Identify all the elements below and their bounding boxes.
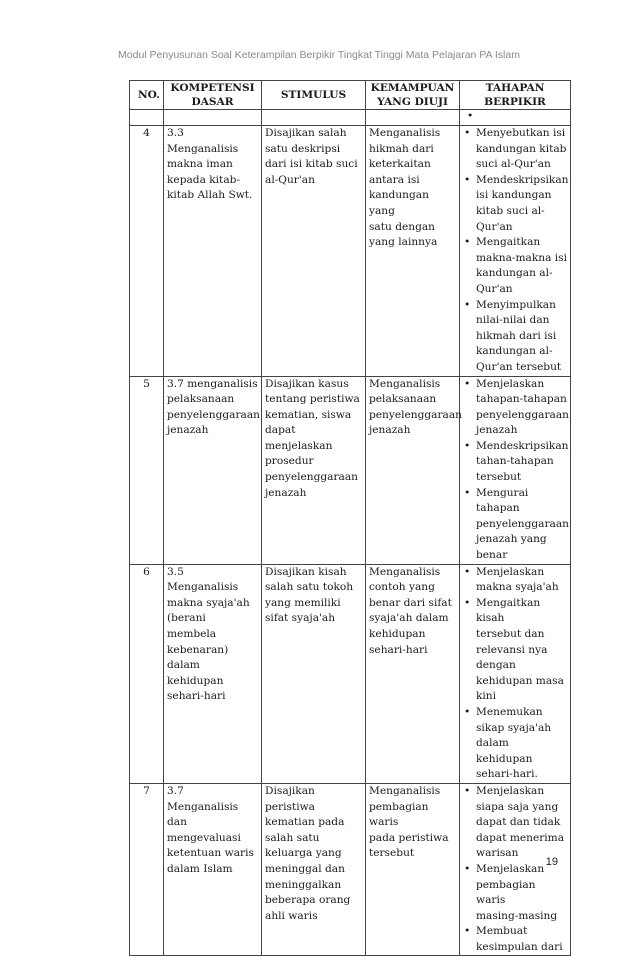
table-cell [262,110,366,126]
list-item: • Mengaitkan makna-makna isi kandungan al- Qur'an [463,235,567,297]
list-item: • Menemukan sikap syaja'ah dalam kehidupan sehari-hari. [463,705,567,783]
list-item: • Mengurai tahapan penyelenggaraan jenazah yang benar [463,486,567,564]
row-number: 6 [130,564,164,783]
header-stimulus: STIMULUS [262,81,366,110]
table-row [130,783,571,956]
list-item: • Membuat kesimpulan dari [463,924,567,955]
header-no: NO. [130,81,164,110]
stimulus-cell: Disajikan salah satu deskripsi dari isi kitab suci al-Qur'an [262,126,366,377]
kompetensi-cell: 3.5 Menganalisis makna syaja'ah (berani membela kebenaran) dalam kehidupan sehari-hari [164,564,262,783]
tahapan-cell [460,564,571,783]
header-kompetensi: KOMPETENSI DASAR [164,81,262,110]
table-row [130,126,571,377]
assessment-table [129,80,571,956]
tahapan-list [463,377,570,564]
stimulus-cell: Disajikan kisah salah satu tokoh yang memiliki sifat syaja'ah [262,564,366,783]
header-tahapan: TAHAPAN BERPIKIR [460,81,571,110]
tahapan-cell [460,783,571,956]
table-cell [460,110,571,126]
list-item: • Menyimpulkan nilai-nilai dan hikmah dari isi kandungan al- Qur'an tersebut [463,298,567,376]
table-header-row [130,81,571,110]
table-cell [130,110,164,126]
page-header: Modul Penyusunan Soal Keterampilan Berpikir Tingkat Tinggi Mata Pelajaran PA Islam [118,49,520,61]
list-item: • Mendeskripsikan isi kandungan kitab suci al- Qur'an [463,173,567,235]
kompetensi-cell: 3.7 Menganalisis dan mengevaluasi ketentuan waris dalam Islam [164,783,262,956]
row-number: 5 [130,376,164,564]
tahapan-cell [460,126,571,377]
stimulus-cell: Disajikan peristiwa kematian pada salah satu keluarga yang meninggal dan meninggalkan beberapa orang ahli waris [262,783,366,956]
row-number: 4 [130,126,164,377]
tahapan-list [463,565,567,783]
tahapan-cell [460,376,571,564]
page-number: 19 [545,856,558,868]
list-item: • Menjelaskan makna syaja'ah [463,565,567,596]
header-kemampuan: KEMAMPUAN YANG DIUJI [366,81,460,110]
table-cell [366,110,460,126]
tahapan-list [463,784,567,956]
list-item: • Menjelaskan pembagian waris masing-masing [463,862,567,924]
list-item: • Mendeskripsikan tahan-tahapan tersebut [463,439,567,486]
list-item: • Menyebutkan isi kandungan kitab suci al-Qur'an [463,126,567,173]
table-row [130,376,571,564]
list-item: • Menjelaskan tahapan-tahapan penyelenggaraan jenazah [463,377,567,439]
tahapan-list [463,126,567,376]
list-item: • Mengaitkan kisah tersebut dan relevansi nya dengan kehidupan masa kini [463,596,567,705]
kemampuan-cell: Menganalisis pelaksanaan penyelenggaraan jenazah [366,376,460,564]
continuation-row [130,110,571,126]
kemampuan-cell: Menganalisis hikmah dari keterkaitan antara isi kandungan yang satu dengan yang lainnya [366,126,460,377]
kompetensi-cell: 3.7 menganalisis pelaksanaan penyelenggaraan jenazah [164,376,262,564]
kemampuan-cell: Menganalisis contoh yang benar dari sifat syaja'ah dalam kehidupan sehari-hari [366,564,460,783]
row-number: 7 [130,783,164,956]
bullet-icon [463,110,567,125]
kompetensi-cell: 3.3 Menganalisis makna iman kepada kitab- kitab Allah Swt. [164,126,262,377]
kemampuan-cell: Menganalisis pembagian waris pada peristiwa tersebut [366,783,460,956]
list-item: • Menjelaskan siapa saja yang dapat dan tidak dapat menerima warisan [463,784,567,862]
table-cell [164,110,262,126]
stimulus-cell: Disajikan kasus tentang peristiwa kematian, siswa dapat menjelaskan prosedur penyelenggaraan jenazah [262,376,366,564]
table-row [130,564,571,783]
